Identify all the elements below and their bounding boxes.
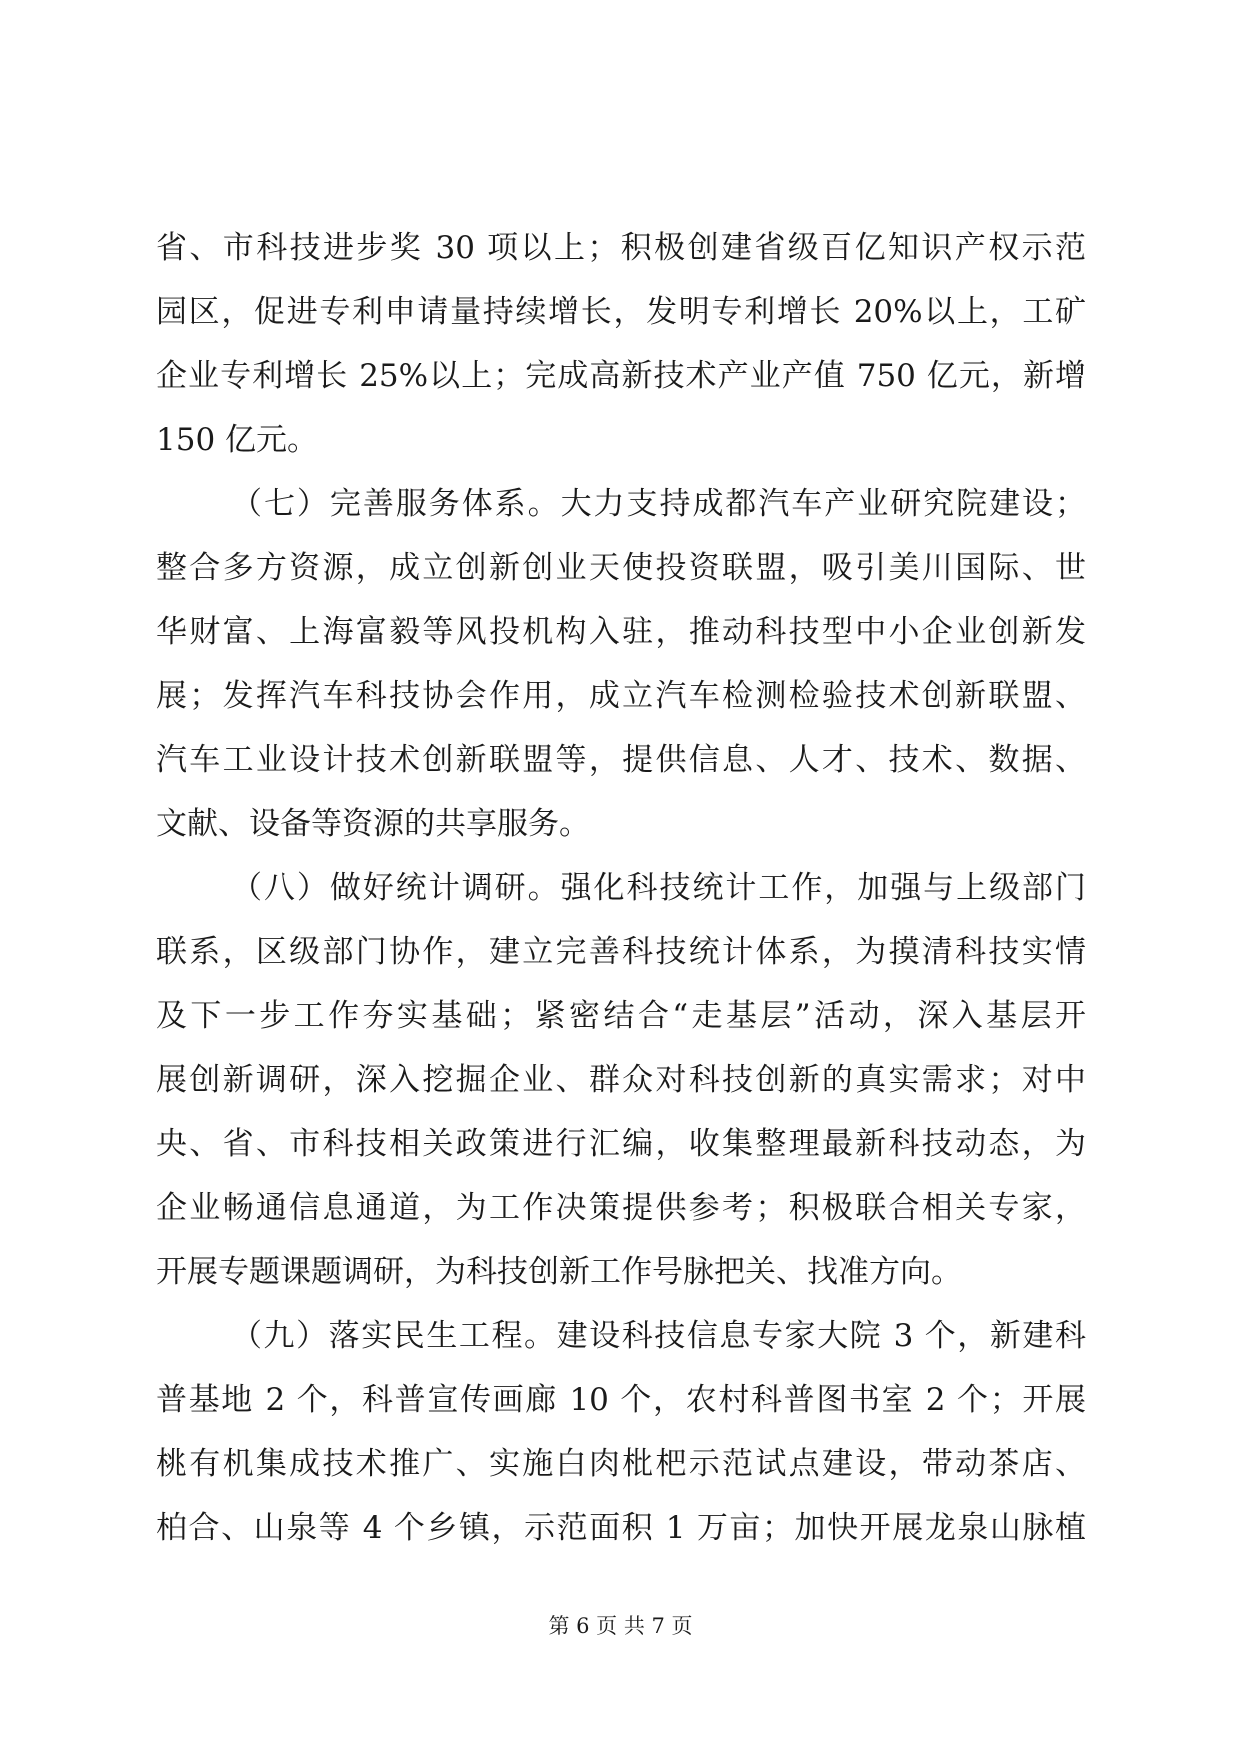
body-line: 整合多方资源，成立创新创业天使投资联盟，吸引美川国际、世 [156, 550, 1086, 586]
page-number-footer: 第 6 页 共 7 页 [548, 1614, 693, 1638]
body-line: 普基地 2 个，科普宣传画廊 10 个，农村科普图书室 2 个；开展 [156, 1382, 1086, 1418]
body-line: 文献、设备等资源的共享服务。 [156, 806, 590, 842]
body-line: 柏合、山泉等 4 个乡镇，示范面积 1 万亩；加快开展龙泉山脉植 [156, 1510, 1086, 1546]
section-7-heading-line: （七）完善服务体系。大力支持成都汽车产业研究院建设； [231, 486, 1086, 522]
body-line: 及下一步工作夯实基础；紧密结合“走基层”活动，深入基层开 [156, 998, 1086, 1034]
body-line: 联系，区级部门协作，建立完善科技统计体系，为摸清科技实情 [156, 934, 1086, 970]
body-line: 展创新调研，深入挖掘企业、群众对科技创新的真实需求；对中 [156, 1062, 1086, 1098]
body-line: 150 亿元。 [156, 422, 319, 458]
body-line: 企业畅通信息通道，为工作决策提供参考；积极联合相关专家， [156, 1190, 1086, 1226]
section-8-heading-line: （八）做好统计调研。强化科技统计工作，加强与上级部门 [231, 870, 1086, 906]
body-line: 园区，促进专利申请量持续增长，发明专利增长 20%以上，工矿 [156, 294, 1086, 330]
body-line: 省、市科技进步奖 30 项以上；积极创建省级百亿知识产权示范 [156, 230, 1086, 266]
body-line: 企业专利增长 25%以上；完成高新技术产业产值 750 亿元，新增 [156, 358, 1086, 394]
body-line: 开展专题课题调研，为科技创新工作号脉把关、找准方向。 [156, 1254, 962, 1290]
body-line: 央、省、市科技相关政策进行汇编，收集整理最新科技动态，为 [156, 1126, 1086, 1162]
body-line: 桃有机集成技术推广、实施白肉枇杷示范试点建设，带动茶店、 [156, 1446, 1086, 1482]
body-line: 展；发挥汽车科技协会作用，成立汽车检测检验技术创新联盟、 [156, 678, 1086, 714]
body-line: 汽车工业设计技术创新联盟等，提供信息、人才、技术、数据、 [156, 742, 1086, 778]
section-9-heading-line: （九）落实民生工程。建设科技信息专家大院 3 个，新建科 [231, 1318, 1086, 1354]
body-line: 华财富、上海富毅等风投机构入驻，推动科技型中小企业创新发 [156, 614, 1086, 650]
